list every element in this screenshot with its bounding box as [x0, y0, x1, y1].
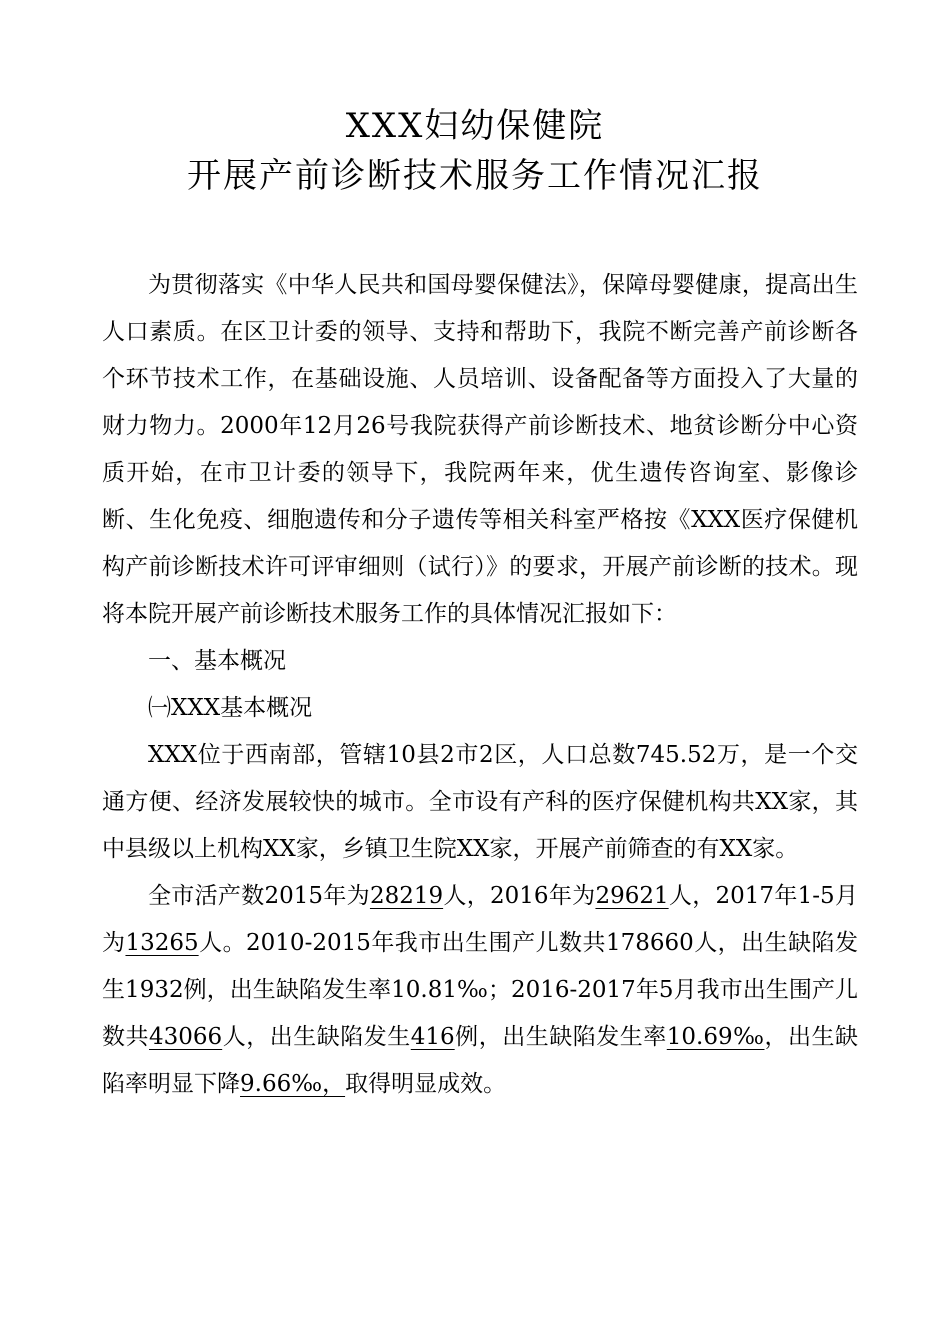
perinatal-births-2016-2017: 43066: [149, 1024, 223, 1050]
birth-defect-rate: 10.69‰: [666, 1024, 765, 1050]
document-body: [102, 262, 858, 1108]
stats-text-4: 人。2010-2015年我市出生围产儿数共178660人，出生缺陷发生1932例，出生缺陷发生率10.81‰；2016-2017年5月我市出生围产儿数共: [102, 930, 859, 1050]
birth-defects-count: 416: [410, 1024, 455, 1050]
live-births-2015: 28219: [369, 883, 444, 909]
stats-text-1: 全市活产数2015年为: [148, 883, 370, 909]
stats-text-6: 例，出生缺陷发生率: [454, 1024, 667, 1050]
stats-text-7: ，出生缺陷率明显下降: [102, 1024, 859, 1097]
birth-defect-rate-decline: 9.66‰，: [240, 1071, 346, 1097]
section-heading-basic-overview: 一、基本概况: [148, 648, 286, 674]
subsection-heading-xxx-overview: ㈠XXX基本概况: [148, 695, 313, 721]
statistics-paragraph: [102, 873, 858, 1108]
stats-text-2: 人，2016年为: [443, 883, 596, 909]
overview-paragraph: XXX位于西南部，管辖10县2市2区，人口总数745.52万，是一个交通方便、经济发展较快的城市。全市设有产科的医疗保健机构共XX家，其中县级以上机构XX家，乡镇卫生院XX家，开展产前筛查的有XX家。: [102, 742, 858, 862]
stats-text-8: 取得明显成效。: [345, 1071, 507, 1097]
intro-paragraph: 为贯彻落实《中华人民共和国母婴保健法》，保障母婴健康，提高出生人口素质。在区卫计委的领导、支持和帮助下，我院不断完善产前诊断各个环节技术工作，在基础设施、人员培训、设备配备等方面投入了大量的财力物力。2000年12月26号我院获得产前诊断技术、地贫诊断分中心资质开始，在市卫计委的领导下，我院两年来，优生遗传咨询室、影像诊断、生化免疫、细胞遗传和分子遗传等相关科室严格按《XXX医疗保健机构产前诊断技术许可评审细则（试行）》的要求，开展产前诊断的技术。现将本院开展产前诊断技术服务工作的具体情况汇报如下：: [102, 272, 858, 627]
document-title-line2: 开展产前诊断技术服务工作情况汇报: [187, 156, 763, 196]
live-births-2016: 29621: [595, 883, 669, 909]
stats-text-5: 人，出生缺陷发生: [222, 1024, 411, 1050]
stats-text-3: 人，2017年1-5月为: [102, 883, 858, 956]
document-title-line1: XXX妇幼保健院: [345, 106, 605, 146]
live-births-2017: 13265: [125, 930, 199, 956]
